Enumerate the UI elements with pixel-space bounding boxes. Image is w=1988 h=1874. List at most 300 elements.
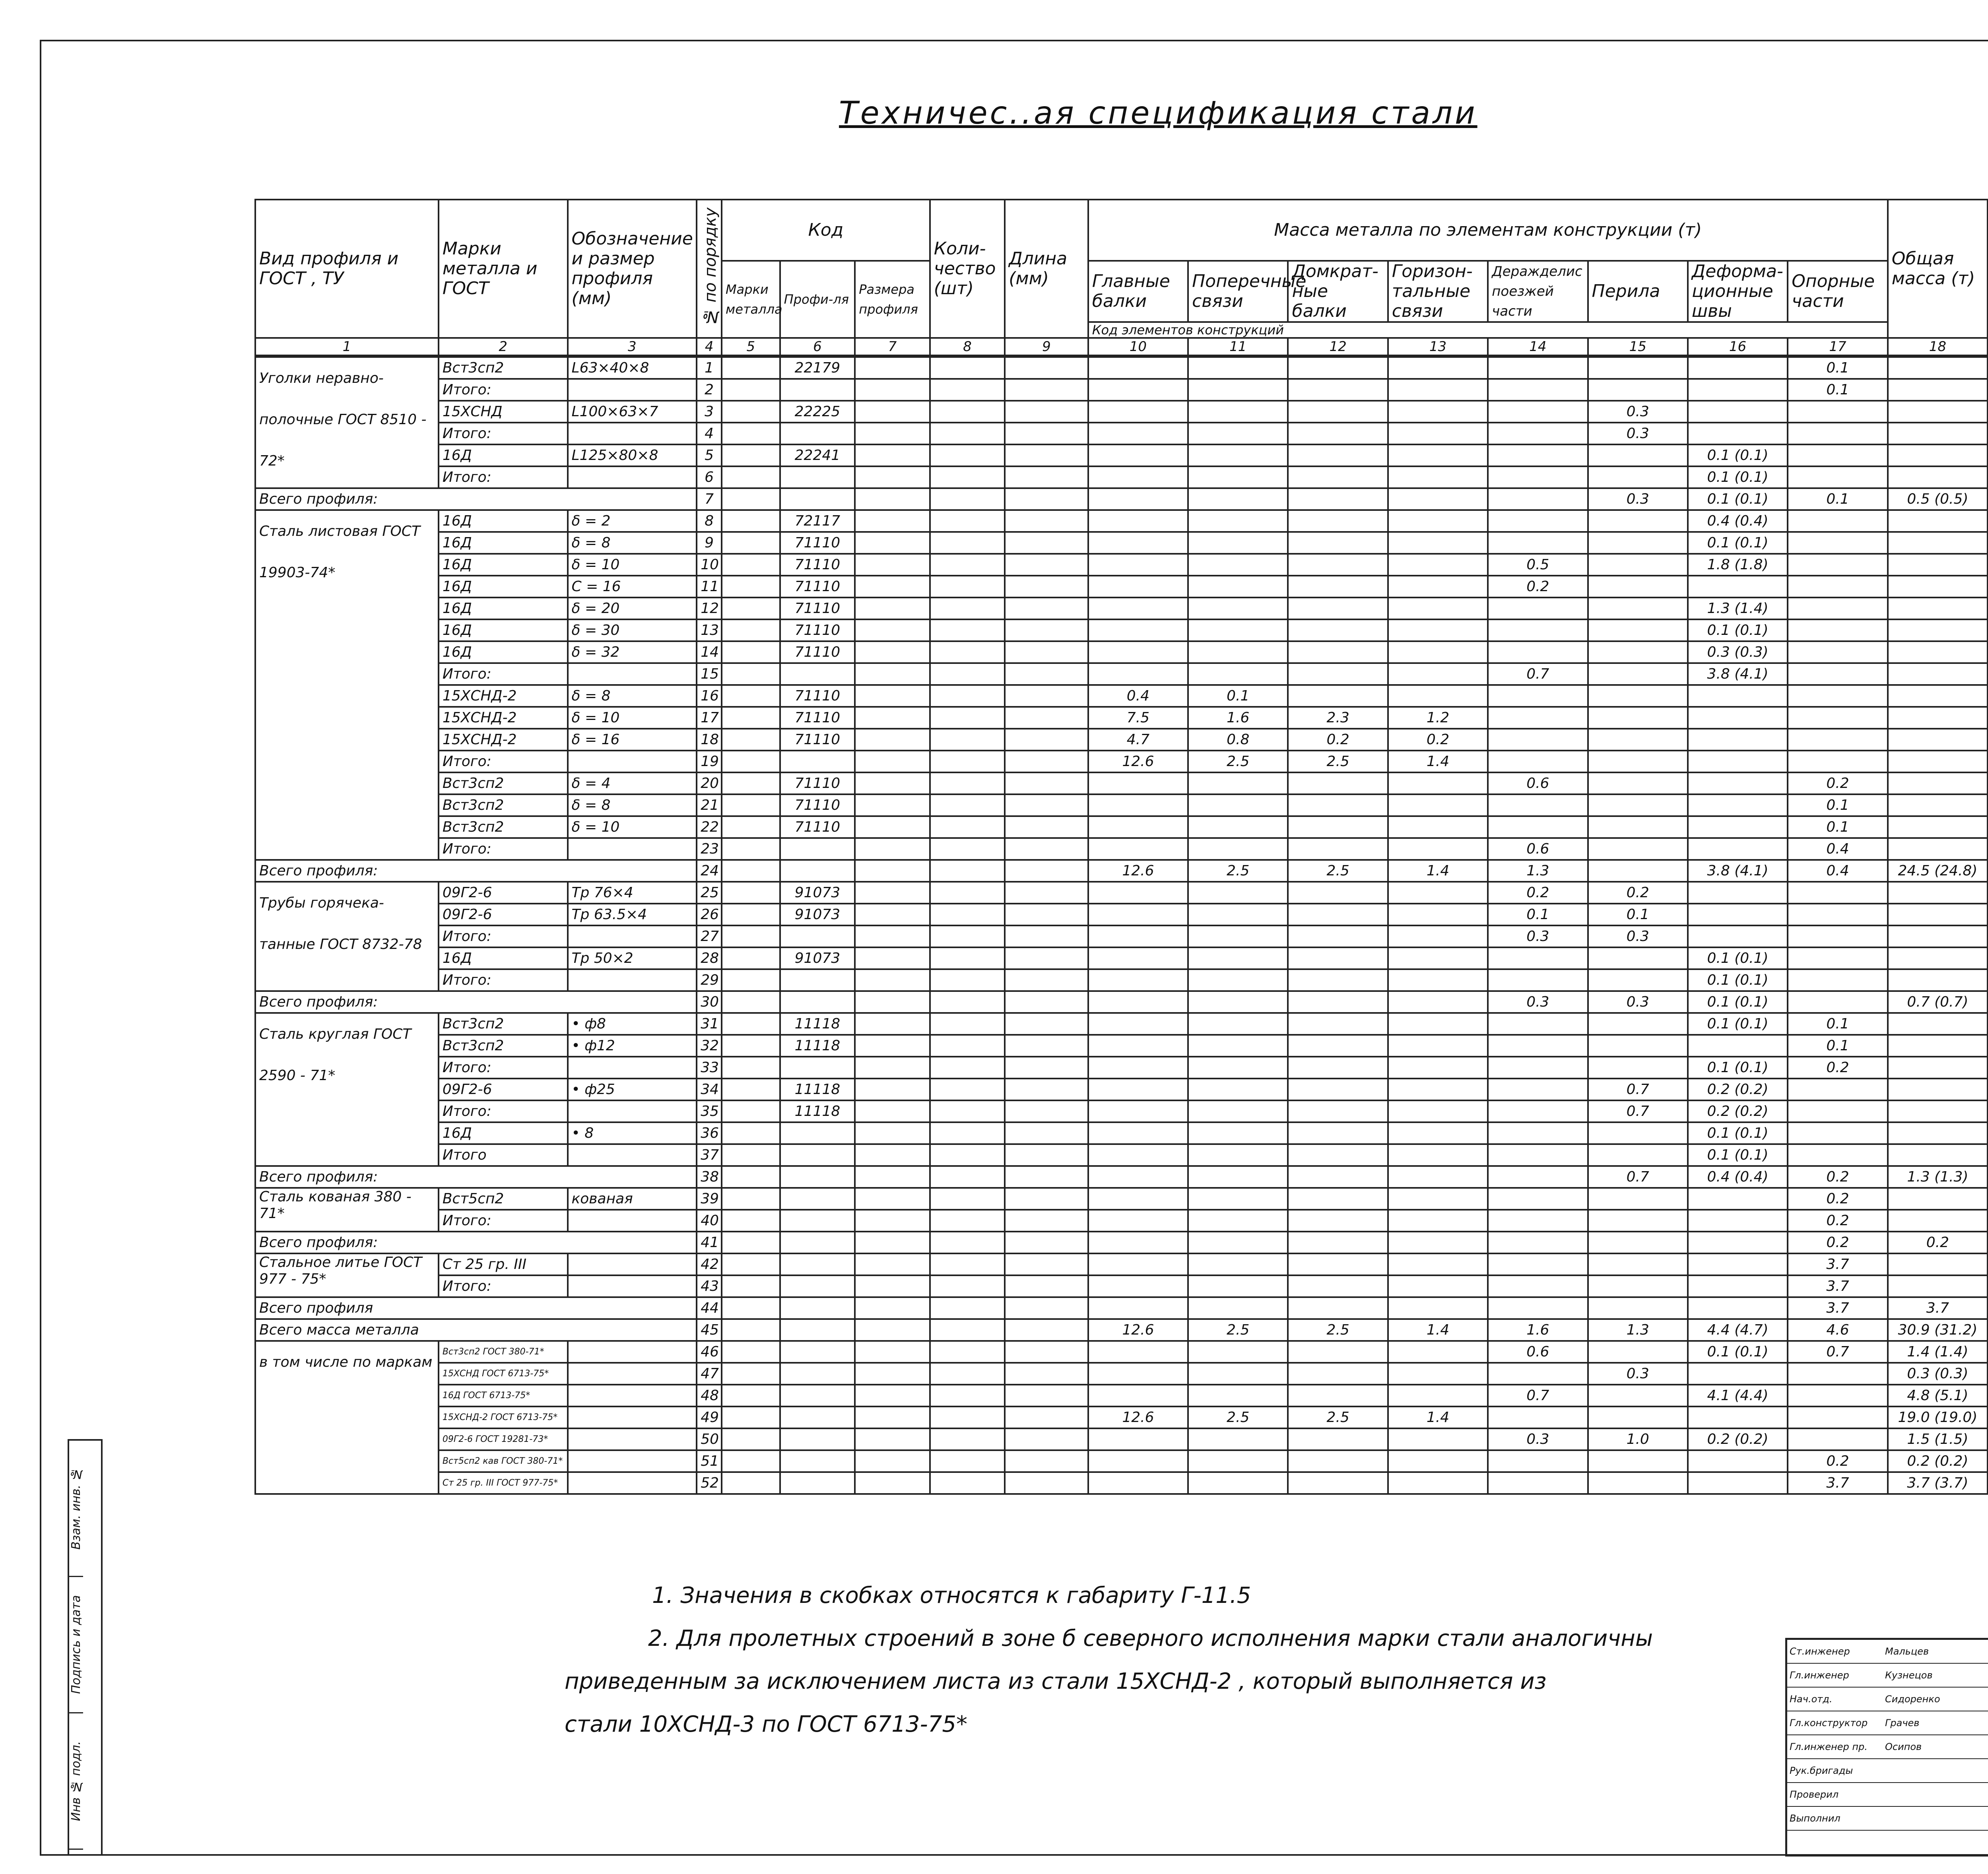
value-cell-col-9 bbox=[1005, 772, 1088, 794]
value-cell-col-5 bbox=[722, 685, 780, 707]
value-cell-col-11 bbox=[1188, 1057, 1288, 1079]
value-cell-col-18: 1.5 (1.5) bbox=[1888, 1428, 1988, 1450]
value-cell-col-8 bbox=[930, 1166, 1005, 1188]
value-cell-col-14 bbox=[1488, 1406, 1588, 1428]
value-cell-col-13 bbox=[1388, 1232, 1488, 1253]
profile-group-label: Сталь круглая ГОСТ 2590 - 71* bbox=[255, 1013, 439, 1166]
value-cell-col-16 bbox=[1688, 751, 1788, 772]
value-cell-col-14 bbox=[1488, 751, 1588, 772]
note-1: 1. Значения в скобках относятся к габариту Г-11.5 bbox=[652, 1583, 1251, 1608]
value-cell-col-7 bbox=[855, 1253, 930, 1275]
value-cell-col-14: 0.3 bbox=[1488, 991, 1588, 1013]
value-cell-col-11 bbox=[1188, 969, 1288, 991]
value-cell-col-12: 2.3 bbox=[1288, 707, 1388, 729]
value-cell-col-9 bbox=[1005, 1450, 1088, 1472]
value-cell-col-16 bbox=[1688, 356, 1788, 379]
profile-group-label: Стальное литье ГОСТ 977 - 75* bbox=[255, 1253, 439, 1297]
value-cell-col-16: 0.1 (0.1) bbox=[1688, 1013, 1788, 1035]
profile-size-cell: • ф12 bbox=[568, 1035, 697, 1057]
value-cell-col-17: 0.2 bbox=[1788, 1188, 1887, 1210]
value-cell-col-10 bbox=[1088, 663, 1188, 685]
value-cell-col-10 bbox=[1088, 947, 1188, 969]
value-cell-col-5 bbox=[722, 510, 780, 532]
value-cell-col-14 bbox=[1488, 685, 1588, 707]
value-cell-col-15 bbox=[1588, 1013, 1688, 1035]
value-cell-col-7 bbox=[855, 423, 930, 444]
profile-size-cell: δ = 4 bbox=[568, 772, 697, 794]
value-cell-col-5 bbox=[722, 423, 780, 444]
value-cell-col-8 bbox=[930, 1057, 1005, 1079]
value-cell-col-5 bbox=[722, 466, 780, 488]
value-cell-col-14 bbox=[1488, 379, 1588, 401]
value-cell-col-17: 0.1 bbox=[1788, 379, 1887, 401]
value-cell-col-7 bbox=[855, 1166, 930, 1188]
steel-mark-cell: 15ХСНД-2 ГОСТ 6713-75* bbox=[439, 1406, 568, 1428]
value-cell-col-17 bbox=[1788, 1428, 1887, 1450]
signature-name: Кузнецов bbox=[1885, 1670, 1933, 1681]
value-cell-col-11 bbox=[1188, 1297, 1288, 1319]
value-cell-col-8 bbox=[930, 1144, 1005, 1166]
value-cell-col-14 bbox=[1488, 1013, 1588, 1035]
value-cell-col-16: 4.4 (4.7) bbox=[1688, 1319, 1788, 1341]
value-cell-col-15 bbox=[1588, 969, 1688, 991]
value-cell-col-10 bbox=[1088, 401, 1188, 423]
value-cell-col-6 bbox=[780, 1122, 855, 1144]
steel-mark-cell: Итого: bbox=[439, 423, 568, 444]
value-cell-col-14 bbox=[1488, 1450, 1588, 1472]
value-cell-col-14 bbox=[1488, 401, 1588, 423]
row-number-cell: 2 bbox=[697, 379, 722, 401]
value-cell-col-8 bbox=[930, 1079, 1005, 1100]
profile-size-cell: δ = 8 bbox=[568, 685, 697, 707]
note-2-end: стали 10ХСНД-3 по ГОСТ 6713-75* bbox=[565, 1711, 967, 1737]
value-cell-col-14: 0.3 bbox=[1488, 925, 1588, 947]
value-cell-col-16 bbox=[1688, 925, 1788, 947]
column-number: 17 bbox=[1788, 338, 1887, 356]
profile-size-cell bbox=[568, 1210, 697, 1232]
value-cell-col-8 bbox=[930, 860, 1005, 882]
steel-mark-cell: 16Д bbox=[439, 1122, 568, 1144]
value-cell-col-13 bbox=[1388, 1035, 1488, 1057]
value-cell-col-6 bbox=[780, 1275, 855, 1297]
row-number-cell: 29 bbox=[697, 969, 722, 991]
profile-group-label: Сталь кованая 380 - 71* bbox=[255, 1188, 439, 1232]
value-cell-col-9 bbox=[1005, 423, 1088, 444]
value-cell-col-17: 0.2 bbox=[1788, 1450, 1887, 1472]
value-cell-col-13 bbox=[1388, 423, 1488, 444]
value-cell-col-12 bbox=[1288, 1450, 1388, 1472]
value-cell-col-12 bbox=[1288, 1275, 1388, 1297]
value-cell-col-18 bbox=[1888, 510, 1988, 532]
strip-field-original: Инв № подл. bbox=[69, 1713, 83, 1850]
value-cell-col-18 bbox=[1888, 1275, 1988, 1297]
value-cell-col-7 bbox=[855, 510, 930, 532]
value-cell-col-13: 1.4 bbox=[1388, 860, 1488, 882]
value-cell-col-10 bbox=[1088, 1013, 1188, 1035]
value-cell-col-5 bbox=[722, 532, 780, 554]
value-cell-col-18 bbox=[1888, 1057, 1988, 1079]
value-cell-col-14 bbox=[1488, 1122, 1588, 1144]
row-number-cell: 22 bbox=[697, 816, 722, 838]
value-cell-col-13 bbox=[1388, 1144, 1488, 1166]
value-cell-col-9 bbox=[1005, 401, 1088, 423]
profile-group-label: в том числе по маркам bbox=[255, 1341, 439, 1494]
steel-mark-cell: Итого: bbox=[439, 838, 568, 860]
value-cell-col-8 bbox=[930, 991, 1005, 1013]
value-cell-col-7 bbox=[855, 532, 930, 554]
value-cell-col-8 bbox=[930, 1341, 1005, 1363]
value-cell-col-16 bbox=[1688, 729, 1788, 751]
signature-role: Выполнил bbox=[1790, 1813, 1840, 1824]
col-header-qty: Коли-чество (шт) bbox=[930, 200, 1005, 338]
value-cell-col-12 bbox=[1288, 1341, 1388, 1363]
signature-role: Гл.инженер bbox=[1790, 1670, 1849, 1681]
table-row bbox=[255, 532, 1988, 554]
value-cell-col-14: 0.6 bbox=[1488, 838, 1588, 860]
value-cell-col-9 bbox=[1005, 838, 1088, 860]
value-cell-col-17: 0.1 bbox=[1788, 816, 1887, 838]
steel-mark-cell: Итого: bbox=[439, 1210, 568, 1232]
value-cell-col-15: 0.3 bbox=[1588, 401, 1688, 423]
value-cell-col-7 bbox=[855, 707, 930, 729]
row-number-cell: 42 bbox=[697, 1253, 722, 1275]
value-cell-col-5 bbox=[722, 1144, 780, 1166]
value-cell-col-8 bbox=[930, 729, 1005, 751]
value-cell-col-15 bbox=[1588, 554, 1688, 576]
value-cell-col-12: 2.5 bbox=[1288, 860, 1388, 882]
value-cell-col-16 bbox=[1688, 423, 1788, 444]
value-cell-col-13: 1.4 bbox=[1388, 751, 1488, 772]
value-cell-col-5 bbox=[722, 1100, 780, 1122]
value-cell-col-12 bbox=[1288, 554, 1388, 576]
value-cell-col-8 bbox=[930, 423, 1005, 444]
signature-name: Осипов bbox=[1885, 1741, 1922, 1752]
value-cell-col-6: 22225 bbox=[780, 401, 855, 423]
value-cell-col-9 bbox=[1005, 1013, 1088, 1035]
value-cell-col-18 bbox=[1888, 401, 1988, 423]
steel-mark-cell: Вст5сп2 кав ГОСТ 380-71* bbox=[439, 1450, 568, 1472]
signature-role: Ст.инженер bbox=[1790, 1646, 1850, 1657]
value-cell-col-10 bbox=[1088, 1297, 1188, 1319]
value-cell-col-14: 0.7 bbox=[1488, 663, 1588, 685]
value-cell-col-18 bbox=[1888, 969, 1988, 991]
value-cell-col-7 bbox=[855, 1297, 930, 1319]
steel-mark-cell: Итого: bbox=[439, 1275, 568, 1297]
value-cell-col-16 bbox=[1688, 1297, 1788, 1319]
column-number: 4 bbox=[697, 338, 722, 356]
value-cell-col-10 bbox=[1088, 466, 1188, 488]
value-cell-col-6 bbox=[780, 1253, 855, 1275]
value-cell-col-10 bbox=[1088, 1253, 1188, 1275]
value-cell-col-13 bbox=[1388, 1122, 1488, 1144]
value-cell-col-5 bbox=[722, 772, 780, 794]
profile-group-label: Сталь листовая ГОСТ 19903-74* bbox=[255, 510, 439, 860]
table-row bbox=[255, 772, 1988, 794]
value-cell-col-7 bbox=[855, 1428, 930, 1450]
value-cell-col-17 bbox=[1788, 619, 1887, 641]
value-cell-col-14: 0.5 bbox=[1488, 554, 1588, 576]
value-cell-col-5 bbox=[722, 1253, 780, 1275]
value-cell-col-11 bbox=[1188, 1428, 1288, 1450]
value-cell-col-10 bbox=[1088, 598, 1188, 619]
value-cell-col-10 bbox=[1088, 1428, 1188, 1450]
value-cell-col-11 bbox=[1188, 1253, 1288, 1275]
value-cell-col-9 bbox=[1005, 1144, 1088, 1166]
value-cell-col-17 bbox=[1788, 947, 1887, 969]
value-cell-col-14 bbox=[1488, 510, 1588, 532]
value-cell-col-13 bbox=[1388, 466, 1488, 488]
value-cell-col-15: 0.3 bbox=[1588, 423, 1688, 444]
row-number-cell: 6 bbox=[697, 466, 722, 488]
value-cell-col-13 bbox=[1388, 1363, 1488, 1385]
value-cell-col-16 bbox=[1688, 882, 1788, 904]
value-cell-col-18: 30.9 (31.2) bbox=[1888, 1319, 1988, 1341]
value-cell-col-12 bbox=[1288, 379, 1388, 401]
value-cell-col-8 bbox=[930, 663, 1005, 685]
row-number-cell: 24 bbox=[697, 860, 722, 882]
value-cell-col-13: 0.2 bbox=[1388, 729, 1488, 751]
value-cell-col-6 bbox=[780, 1319, 855, 1341]
value-cell-col-8 bbox=[930, 1253, 1005, 1275]
value-cell-col-5 bbox=[722, 444, 780, 466]
value-cell-col-14 bbox=[1488, 1472, 1588, 1494]
row-number-cell: 47 bbox=[697, 1363, 722, 1385]
table-row bbox=[255, 510, 1988, 532]
value-cell-col-10 bbox=[1088, 925, 1188, 947]
col-header-length: Длина (мм) bbox=[1005, 200, 1088, 338]
value-cell-col-5 bbox=[722, 1232, 780, 1253]
value-cell-col-11 bbox=[1188, 576, 1288, 598]
table-row bbox=[255, 379, 1988, 401]
value-cell-col-10 bbox=[1088, 554, 1188, 576]
value-cell-col-12 bbox=[1288, 1253, 1388, 1275]
value-cell-col-5 bbox=[722, 1166, 780, 1188]
value-cell-col-9 bbox=[1005, 532, 1088, 554]
value-cell-col-12: 2.5 bbox=[1288, 1319, 1388, 1341]
value-cell-col-6: 71110 bbox=[780, 816, 855, 838]
value-cell-col-18: 0.3 (0.3) bbox=[1888, 1363, 1988, 1385]
column-number: 14 bbox=[1488, 338, 1588, 356]
steel-mark-cell: 15ХСНД-2 bbox=[439, 729, 568, 751]
value-cell-col-9 bbox=[1005, 1385, 1088, 1406]
value-cell-col-17 bbox=[1788, 882, 1887, 904]
value-cell-col-17 bbox=[1788, 1406, 1887, 1428]
value-cell-col-5 bbox=[722, 729, 780, 751]
signature-name: Грачев bbox=[1885, 1717, 1920, 1729]
value-cell-col-12 bbox=[1288, 1363, 1388, 1385]
value-cell-col-9 bbox=[1005, 356, 1088, 379]
row-number-cell: 39 bbox=[697, 1188, 722, 1210]
value-cell-col-16: 0.4 (0.4) bbox=[1688, 1166, 1788, 1188]
row-number-cell: 40 bbox=[697, 1210, 722, 1232]
value-cell-col-6 bbox=[780, 1450, 855, 1472]
value-cell-col-18 bbox=[1888, 838, 1988, 860]
value-cell-col-13 bbox=[1388, 598, 1488, 619]
table-row bbox=[255, 685, 1988, 707]
value-cell-col-5 bbox=[722, 401, 780, 423]
value-cell-col-10: 12.6 bbox=[1088, 751, 1188, 772]
value-cell-col-18 bbox=[1888, 816, 1988, 838]
value-cell-col-8 bbox=[930, 816, 1005, 838]
col-header-code-size: Размера профиля bbox=[855, 261, 930, 338]
row-number-cell: 16 bbox=[697, 685, 722, 707]
value-cell-col-9 bbox=[1005, 598, 1088, 619]
value-cell-col-17 bbox=[1788, 663, 1887, 685]
value-cell-col-13 bbox=[1388, 1275, 1488, 1297]
col-header-horizontal-bracing: Горизон-тальные связи bbox=[1388, 261, 1488, 322]
value-cell-col-15 bbox=[1588, 1144, 1688, 1166]
value-cell-col-16: 0.4 (0.4) bbox=[1688, 510, 1788, 532]
value-cell-col-6: 11118 bbox=[780, 1100, 855, 1122]
value-cell-col-8 bbox=[930, 619, 1005, 641]
value-cell-col-8 bbox=[930, 554, 1005, 576]
value-cell-col-10 bbox=[1088, 444, 1188, 466]
value-cell-col-16 bbox=[1688, 379, 1788, 401]
value-cell-col-15: 0.3 bbox=[1588, 1363, 1688, 1385]
value-cell-col-9 bbox=[1005, 1122, 1088, 1144]
value-cell-col-13 bbox=[1388, 379, 1488, 401]
value-cell-col-14 bbox=[1488, 1057, 1588, 1079]
value-cell-col-11 bbox=[1188, 991, 1288, 1013]
value-cell-col-12 bbox=[1288, 1166, 1388, 1188]
value-cell-col-11 bbox=[1188, 1122, 1288, 1144]
value-cell-col-8 bbox=[930, 598, 1005, 619]
value-cell-col-7 bbox=[855, 904, 930, 925]
value-cell-col-14 bbox=[1488, 1210, 1588, 1232]
column-number: 7 bbox=[855, 338, 930, 356]
profile-size-cell: • ф25 bbox=[568, 1079, 697, 1100]
value-cell-col-10 bbox=[1088, 356, 1188, 379]
value-cell-col-17 bbox=[1788, 1385, 1887, 1406]
value-cell-col-13 bbox=[1388, 772, 1488, 794]
value-cell-col-12 bbox=[1288, 1100, 1388, 1122]
table-row bbox=[255, 663, 1988, 685]
profile-size-cell: δ = 30 bbox=[568, 619, 697, 641]
value-cell-col-12 bbox=[1288, 598, 1388, 619]
value-cell-col-16: 0.1 (0.1) bbox=[1688, 947, 1788, 969]
value-cell-col-17 bbox=[1788, 401, 1887, 423]
value-cell-col-15 bbox=[1588, 1385, 1688, 1406]
value-cell-col-11 bbox=[1188, 444, 1288, 466]
value-cell-col-16 bbox=[1688, 794, 1788, 816]
profile-size-cell bbox=[568, 1363, 697, 1385]
value-cell-col-18 bbox=[1888, 947, 1988, 969]
value-cell-col-8 bbox=[930, 751, 1005, 772]
value-cell-col-12 bbox=[1288, 663, 1388, 685]
value-cell-col-8 bbox=[930, 576, 1005, 598]
value-cell-col-13 bbox=[1388, 401, 1488, 423]
value-cell-col-10 bbox=[1088, 1275, 1188, 1297]
group-total-label: Всего профиля bbox=[255, 1297, 697, 1319]
row-number-cell: 50 bbox=[697, 1428, 722, 1450]
row-number-cell: 48 bbox=[697, 1385, 722, 1406]
row-number-cell: 11 bbox=[697, 576, 722, 598]
value-cell-col-10 bbox=[1088, 619, 1188, 641]
value-cell-col-13 bbox=[1388, 925, 1488, 947]
value-cell-col-16: 0.2 (0.2) bbox=[1688, 1079, 1788, 1100]
value-cell-col-15 bbox=[1588, 1035, 1688, 1057]
row-number-cell: 12 bbox=[697, 598, 722, 619]
value-cell-col-16: 0.1 (0.1) bbox=[1688, 1057, 1788, 1079]
row-number-cell: 44 bbox=[697, 1297, 722, 1319]
table-row bbox=[255, 1122, 1988, 1144]
value-cell-col-9 bbox=[1005, 882, 1088, 904]
table-row bbox=[255, 466, 1988, 488]
profile-size-cell: δ = 10 bbox=[568, 816, 697, 838]
value-cell-col-13 bbox=[1388, 1472, 1488, 1494]
col-header-code-profile: Профи-ля bbox=[780, 261, 855, 338]
row-number-cell: 37 bbox=[697, 1144, 722, 1166]
value-cell-col-6 bbox=[780, 991, 855, 1013]
value-cell-col-17: 0.1 bbox=[1788, 1013, 1887, 1035]
value-cell-col-5 bbox=[722, 947, 780, 969]
value-cell-col-14 bbox=[1488, 1100, 1588, 1122]
value-cell-col-7 bbox=[855, 576, 930, 598]
value-cell-col-5 bbox=[722, 488, 780, 510]
value-cell-col-15: 0.7 bbox=[1588, 1100, 1688, 1122]
value-cell-col-5 bbox=[722, 1035, 780, 1057]
value-cell-col-8 bbox=[930, 1232, 1005, 1253]
value-cell-col-7 bbox=[855, 772, 930, 794]
value-cell-col-16 bbox=[1688, 685, 1788, 707]
value-cell-col-18 bbox=[1888, 598, 1988, 619]
steel-mark-cell: Итого: bbox=[439, 466, 568, 488]
value-cell-col-15 bbox=[1588, 510, 1688, 532]
value-cell-col-11 bbox=[1188, 1079, 1288, 1100]
group-total-label: Всего профиля: bbox=[255, 488, 697, 510]
value-cell-col-13 bbox=[1388, 641, 1488, 663]
value-cell-col-9 bbox=[1005, 904, 1088, 925]
value-cell-col-10 bbox=[1088, 1450, 1188, 1472]
row-number-cell: 18 bbox=[697, 729, 722, 751]
value-cell-col-12 bbox=[1288, 356, 1388, 379]
table-row bbox=[255, 1079, 1988, 1100]
value-cell-col-9 bbox=[1005, 729, 1088, 751]
value-cell-col-11 bbox=[1188, 1210, 1288, 1232]
value-cell-col-5 bbox=[722, 1210, 780, 1232]
value-cell-col-10 bbox=[1088, 1035, 1188, 1057]
value-cell-col-5 bbox=[722, 356, 780, 379]
row-number-cell: 41 bbox=[697, 1232, 722, 1253]
value-cell-col-16 bbox=[1688, 1210, 1788, 1232]
value-cell-col-14 bbox=[1488, 619, 1588, 641]
value-cell-col-10: 12.6 bbox=[1088, 1406, 1188, 1428]
value-cell-col-15 bbox=[1588, 1188, 1688, 1210]
profile-size-cell: δ = 8 bbox=[568, 794, 697, 816]
strip-field-inventory: Взам. инв. № bbox=[69, 1441, 83, 1577]
title-block bbox=[1785, 1638, 1988, 1857]
value-cell-col-18 bbox=[1888, 707, 1988, 729]
value-cell-col-11 bbox=[1188, 904, 1288, 925]
table-row bbox=[255, 816, 1988, 838]
profile-size-cell bbox=[568, 1406, 697, 1428]
value-cell-col-8 bbox=[930, 1472, 1005, 1494]
value-cell-col-5 bbox=[722, 663, 780, 685]
value-cell-col-14 bbox=[1488, 1297, 1588, 1319]
value-cell-col-14 bbox=[1488, 1253, 1588, 1275]
value-cell-col-9 bbox=[1005, 1297, 1088, 1319]
value-cell-col-15 bbox=[1588, 598, 1688, 619]
value-cell-col-11 bbox=[1188, 488, 1288, 510]
table-row bbox=[255, 619, 1988, 641]
value-cell-col-9 bbox=[1005, 488, 1088, 510]
value-cell-col-7 bbox=[855, 663, 930, 685]
row-number-cell: 51 bbox=[697, 1450, 722, 1472]
profile-size-cell bbox=[568, 1385, 697, 1406]
value-cell-col-5 bbox=[722, 794, 780, 816]
value-cell-col-12 bbox=[1288, 1035, 1388, 1057]
value-cell-col-5 bbox=[722, 1013, 780, 1035]
